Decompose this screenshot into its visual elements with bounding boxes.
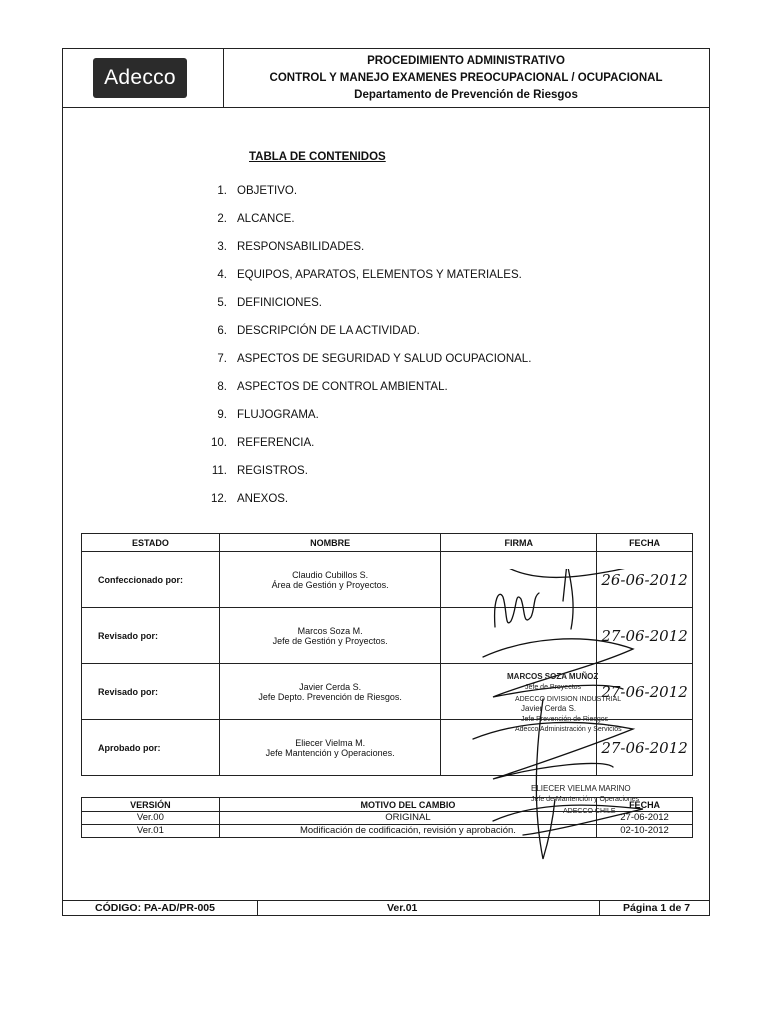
- document-footer: [63, 900, 709, 915]
- adecco-logo: Adecco: [93, 58, 187, 98]
- stamp-javier-role: Jefe Prevención de Riesgos: [521, 716, 609, 723]
- page-number: Página 1 de 7: [623, 902, 691, 914]
- toc-item: [203, 324, 531, 352]
- toc-label: OBJETIVO.: [237, 185, 298, 197]
- approval-fecha: 26-06-2012: [597, 552, 693, 608]
- version-motivo: ORIGINAL: [219, 812, 596, 825]
- toc-label: ALCANCE.: [237, 213, 295, 225]
- document-version: Ver.01: [387, 902, 418, 914]
- toc-number: 2.: [217, 213, 227, 225]
- person-role: Jefe Mantención y Operaciones.: [265, 747, 395, 758]
- approval-firma: [441, 720, 597, 776]
- toc-label: DEFINICIONES.: [237, 297, 322, 309]
- header-firma: FIRMA: [441, 534, 597, 552]
- approval-nombre: [219, 720, 441, 776]
- toc-number: 5.: [217, 297, 227, 309]
- toc-label: REGISTROS.: [237, 465, 308, 477]
- stamp-adecco-admin: Adecco Administración y Servicios: [515, 726, 622, 733]
- toc-number: 3.: [217, 241, 227, 253]
- footer-divider: [599, 901, 600, 915]
- toc-label: ANEXOS.: [237, 493, 289, 505]
- header-estado: ESTADO: [82, 534, 220, 552]
- header-nombre: NOMBRE: [219, 534, 441, 552]
- toc-item: [203, 184, 531, 212]
- approval-fecha: 27-06-2012: [597, 608, 693, 664]
- toc-title: TABLA DE CONTENIDOS: [249, 151, 386, 163]
- approval-row: [82, 608, 693, 664]
- toc-label: ASPECTOS DE CONTROL AMBIENTAL.: [237, 381, 448, 393]
- toc-number: 6.: [217, 325, 227, 337]
- person-name: Eliecer Vielma M.: [295, 737, 366, 748]
- toc-label: DESCRIPCIÓN DE LA ACTIVIDAD.: [237, 325, 420, 337]
- footer-divider: [257, 901, 258, 915]
- header-titles: [223, 53, 709, 104]
- version-row: [82, 825, 693, 838]
- stamp-javier-name: Javier Cerda S.: [521, 704, 577, 713]
- toc-item: [203, 240, 531, 268]
- toc-number: 9.: [217, 409, 227, 421]
- toc-item: [203, 296, 531, 324]
- header-fecha: FECHA: [597, 534, 693, 552]
- stamp-marcos-name: MARCOS SOZA MUÑOZ: [507, 672, 599, 681]
- toc-number: 4.: [217, 269, 227, 281]
- approval-estado: Confeccionado por:: [82, 552, 220, 608]
- table-of-contents: [203, 184, 531, 520]
- header-motivo: MOTIVO DEL CAMBIO: [219, 798, 596, 812]
- version-motivo: Modificación de codificación, revisión y aprobación.: [219, 825, 596, 838]
- version-row: [82, 812, 693, 825]
- approval-fecha: 27-06-2012: [597, 664, 693, 720]
- approval-row: [82, 664, 693, 720]
- version-fecha: 02-10-2012: [597, 825, 693, 838]
- approval-estado: Revisado por:: [82, 608, 220, 664]
- document-code: CÓDIGO: PA-AD/PR-005: [95, 902, 215, 914]
- person-role: Área de Gestión y Proyectos.: [271, 579, 389, 590]
- version-number: Ver.00: [82, 812, 220, 825]
- document-page: [62, 48, 710, 916]
- toc-label: FLUJOGRAMA.: [237, 409, 319, 421]
- stamp-eliecer-role: Jefe de Mantención y Operaciones: [531, 796, 640, 803]
- toc-item: [203, 408, 531, 436]
- approval-row: [82, 552, 693, 608]
- toc-label: ASPECTOS DE SEGURIDAD Y SALUD OCUPACIONAL.: [237, 353, 532, 365]
- approval-table: [81, 533, 693, 776]
- toc-number: 12.: [211, 493, 227, 505]
- toc-label: RESPONSABILIDADES.: [237, 241, 365, 253]
- approval-firma: [441, 664, 597, 720]
- header-version: VERSIÓN: [82, 798, 220, 812]
- stamp-marcos-role: Jefe de Proyectos: [525, 684, 582, 691]
- toc-item: [203, 464, 531, 492]
- approval-row: [82, 720, 693, 776]
- person-role: Jefe de Gestión y Proyectos.: [272, 635, 388, 646]
- toc-number: 8.: [217, 381, 227, 393]
- toc-item: [203, 268, 531, 296]
- person-name: Javier Cerda S.: [299, 681, 362, 692]
- toc-label: EQUIPOS, APARATOS, ELEMENTOS Y MATERIALES.: [237, 269, 522, 281]
- toc-item: [203, 436, 531, 464]
- stamp-eliecer-name: ELIECER VIELMA MARINO: [531, 784, 631, 793]
- logo-cell: [63, 49, 224, 107]
- version-fecha: 27-06-2012: [597, 812, 693, 825]
- person-name: Claudio Cubillos S.: [292, 569, 369, 580]
- toc-item: [203, 492, 531, 520]
- approval-fecha: 27-06-2012: [597, 720, 693, 776]
- stamp-adecco-chile: ADECCO CHILE: [563, 808, 616, 815]
- approval-firma: [441, 552, 597, 608]
- header-line-3: Departamento de Prevención de Riesgos: [354, 89, 578, 101]
- toc-number: 10.: [211, 437, 227, 449]
- toc-number: 7.: [217, 353, 227, 365]
- header-line-1: PROCEDIMIENTO ADMINISTRATIVO: [367, 55, 565, 67]
- toc-item: [203, 212, 531, 240]
- stamp-division: ADECCO DIVISION INDUSTRIAL: [515, 696, 622, 703]
- version-header-row: [82, 798, 693, 812]
- header-line-2: CONTROL Y MANEJO EXAMENES PREOCUPACIONAL / OCUPACIONAL: [269, 72, 663, 84]
- document-header: [63, 49, 709, 108]
- version-table: [81, 797, 693, 838]
- approval-estado: Revisado por:: [82, 664, 220, 720]
- header-version-fecha: FECHA: [597, 798, 693, 812]
- toc-number: 11.: [211, 465, 227, 477]
- approval-nombre: [219, 552, 441, 608]
- person-role: Jefe Depto. Prevención de Riesgos.: [258, 691, 402, 702]
- person-name: Marcos Soza M.: [297, 625, 363, 636]
- approval-header-row: [82, 534, 693, 552]
- toc-item: [203, 352, 531, 380]
- approval-nombre: [219, 664, 441, 720]
- toc-number: 1.: [217, 185, 227, 197]
- approval-firma: [441, 608, 597, 664]
- approval-nombre: [219, 608, 441, 664]
- toc-item: [203, 380, 531, 408]
- approval-estado: Aprobado por:: [82, 720, 220, 776]
- toc-label: REFERENCIA.: [237, 437, 315, 449]
- version-number: Ver.01: [82, 825, 220, 838]
